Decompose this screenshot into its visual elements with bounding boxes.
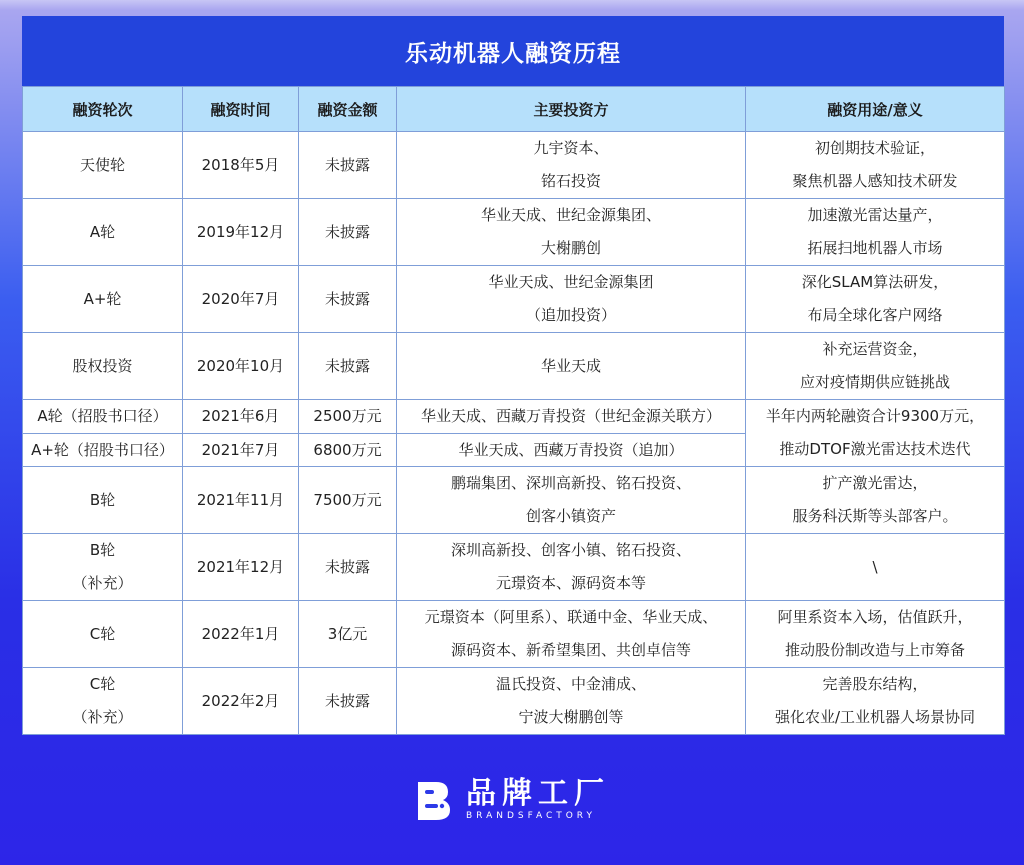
table-row bbox=[23, 132, 1005, 199]
cell-round: A+轮（招股书口径） bbox=[23, 433, 183, 467]
cell-purpose: 半年内两轮融资合计9300万元， 推动DTOF激光雷达技术迭代 bbox=[746, 400, 1005, 467]
cell-purpose: 补充运营资金， 应对疫情期供应链挑战 bbox=[746, 333, 1005, 400]
cell-round: A+轮 bbox=[23, 266, 183, 333]
cell-date: 2019年12月 bbox=[183, 199, 299, 266]
cell-date: 2022年2月 bbox=[183, 668, 299, 735]
header-investors: 主要投资方 bbox=[397, 87, 746, 132]
cell-date: 2021年7月 bbox=[183, 433, 299, 467]
cell-date: 2021年11月 bbox=[183, 467, 299, 534]
brand-name-en: BRANDSFACTORY bbox=[466, 811, 596, 821]
cell-investors: 温氏投资、中金浦成、 宁波大榭鹏创等 bbox=[397, 668, 746, 735]
cell-amount: 2500万元 bbox=[299, 400, 397, 434]
table-row bbox=[23, 534, 1005, 601]
cell-investors: 元璟资本（阿里系）、联通中金、华业天成、 源码资本、新希望集团、共创卓信等 bbox=[397, 601, 746, 668]
cell-purpose: 阿里系资本入场，估值跃升， 推动股份制改造与上市筹备 bbox=[746, 601, 1005, 668]
cell-amount: 未披露 bbox=[299, 333, 397, 400]
cell-purpose: \ bbox=[746, 534, 1005, 601]
cell-purpose: 扩产激光雷达， 服务科沃斯等头部客户。 bbox=[746, 467, 1005, 534]
header-purpose: 融资用途/意义 bbox=[746, 87, 1005, 132]
financing-table-card bbox=[22, 16, 1004, 735]
footer bbox=[0, 770, 1024, 830]
cell-round: C轮 （补充） bbox=[23, 668, 183, 735]
header-round: 融资轮次 bbox=[23, 87, 183, 132]
table-row bbox=[23, 199, 1005, 266]
cell-date: 2018年5月 bbox=[183, 132, 299, 199]
cell-purpose: 完善股东结构， 强化农业/工业机器人场景协同 bbox=[746, 668, 1005, 735]
table-row bbox=[23, 601, 1005, 668]
cell-purpose: 加速激光雷达量产， 拓展扫地机器人市场 bbox=[746, 199, 1005, 266]
table-row bbox=[23, 467, 1005, 534]
cell-amount: 未披露 bbox=[299, 199, 397, 266]
cell-investors: 华业天成、西藏万青投资（追加） bbox=[397, 433, 746, 467]
cell-round: A轮 bbox=[23, 199, 183, 266]
cell-round: B轮 bbox=[23, 467, 183, 534]
cell-round: 股权投资 bbox=[23, 333, 183, 400]
brand-b-icon bbox=[414, 778, 454, 822]
cell-date: 2021年12月 bbox=[183, 534, 299, 601]
table-title: 乐动机器人融资历程 bbox=[22, 16, 1004, 86]
cell-investors: 深圳高新投、创客小镇、铭石投资、 元璟资本、源码资本等 bbox=[397, 534, 746, 601]
cell-round: B轮 （补充） bbox=[23, 534, 183, 601]
financing-table bbox=[22, 86, 1005, 735]
table-header-row bbox=[23, 87, 1005, 132]
cell-date: 2020年10月 bbox=[183, 333, 299, 400]
cell-investors: 华业天成、西藏万青投资（世纪金源关联方） bbox=[397, 400, 746, 434]
table-row bbox=[23, 266, 1005, 333]
table-row bbox=[23, 333, 1005, 400]
cell-round: A轮（招股书口径） bbox=[23, 400, 183, 434]
cell-amount: 7500万元 bbox=[299, 467, 397, 534]
cell-purpose: 深化SLAM算法研发， 布局全球化客户网络 bbox=[746, 266, 1005, 333]
header-date: 融资时间 bbox=[183, 87, 299, 132]
header-amount: 融资金额 bbox=[299, 87, 397, 132]
brand-name-cn: 品牌工厂 bbox=[466, 776, 610, 811]
table-row bbox=[23, 668, 1005, 735]
brand-logo bbox=[414, 778, 610, 822]
cell-round: C轮 bbox=[23, 601, 183, 668]
cell-amount: 未披露 bbox=[299, 534, 397, 601]
cell-amount: 未披露 bbox=[299, 132, 397, 199]
cell-amount: 6800万元 bbox=[299, 433, 397, 467]
cell-date: 2020年7月 bbox=[183, 266, 299, 333]
cell-investors: 华业天成、世纪金源集团、 大榭鹏创 bbox=[397, 199, 746, 266]
cell-amount: 3亿元 bbox=[299, 601, 397, 668]
table-row bbox=[23, 400, 1005, 434]
cell-investors: 鹏瑞集团、深圳高新投、铭石投资、 创客小镇资产 bbox=[397, 467, 746, 534]
cell-investors: 华业天成 bbox=[397, 333, 746, 400]
cell-round: 天使轮 bbox=[23, 132, 183, 199]
cell-investors: 华业天成、世纪金源集团 （追加投资） bbox=[397, 266, 746, 333]
cell-amount: 未披露 bbox=[299, 266, 397, 333]
cell-amount: 未披露 bbox=[299, 668, 397, 735]
cell-investors: 九宇资本、 铭石投资 bbox=[397, 132, 746, 199]
cell-date: 2021年6月 bbox=[183, 400, 299, 434]
cell-purpose: 初创期技术验证， 聚焦机器人感知技术研发 bbox=[746, 132, 1005, 199]
cell-date: 2022年1月 bbox=[183, 601, 299, 668]
